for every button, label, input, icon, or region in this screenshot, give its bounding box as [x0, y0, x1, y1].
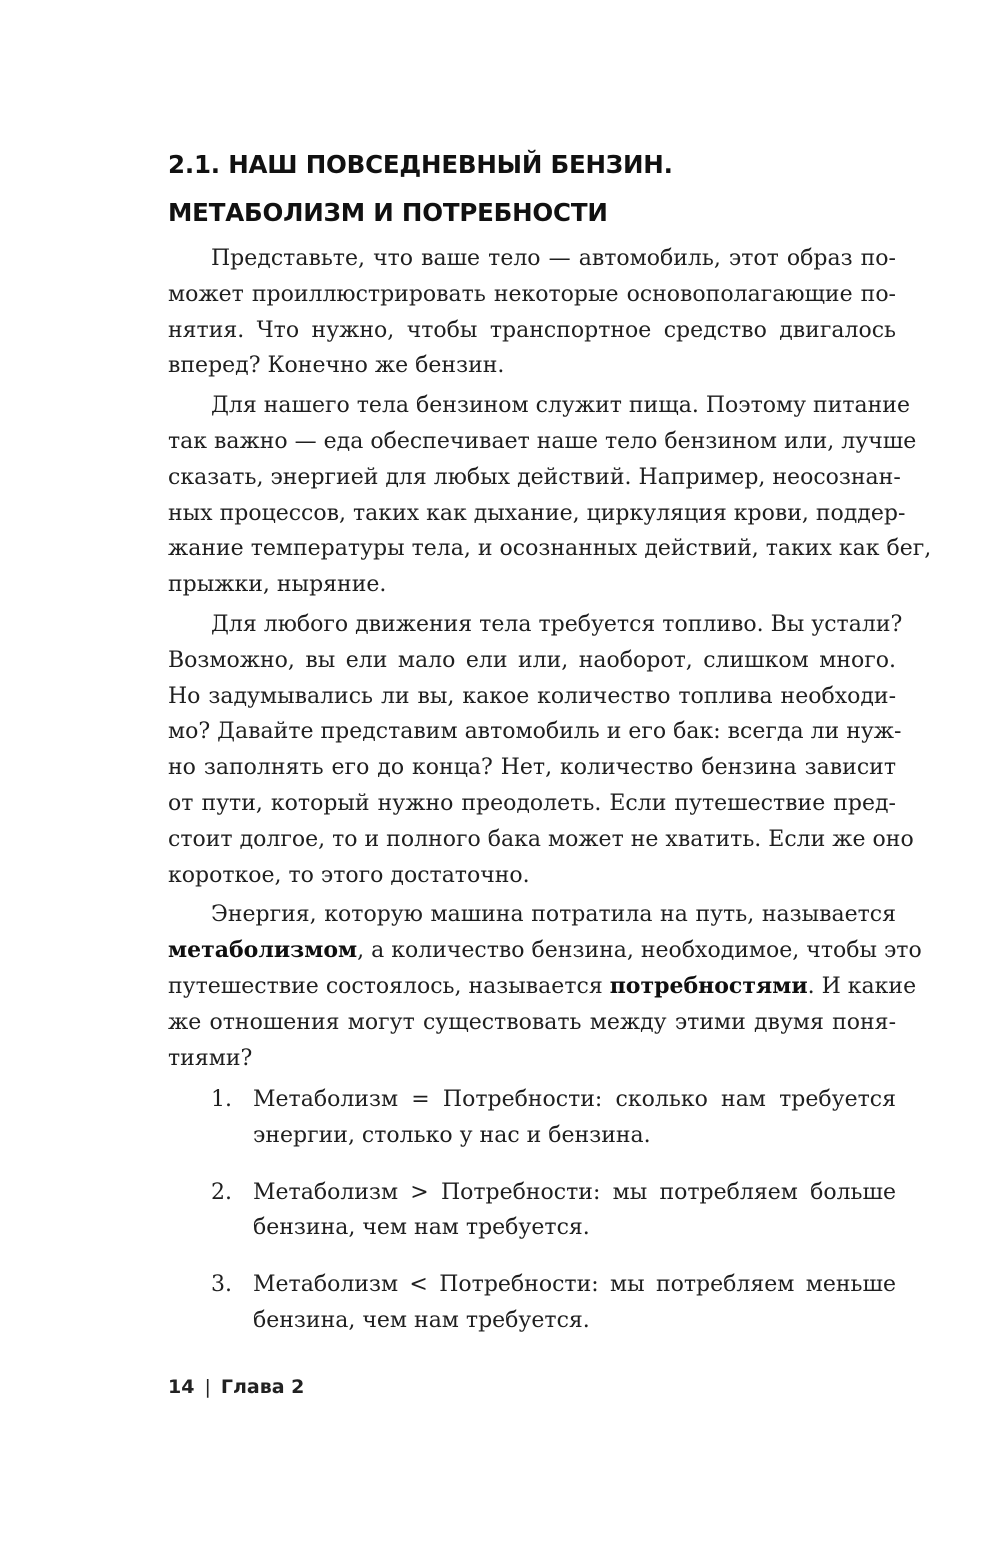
- paragraph-line: Представьте, что ваше тело — автомобиль, этот образ по-: [211, 246, 896, 271]
- paragraph-2: [168, 388, 932, 603]
- page-number: 14: [168, 1376, 195, 1398]
- list-item-line: бензина, чем нам требуется.: [253, 1215, 590, 1241]
- list-item-line: Метаболизм = Потребности: сколько нам требуется: [253, 1087, 896, 1112]
- paragraph-line-text: , а количество бензина, необходимое, чтобы это: [357, 938, 922, 964]
- list-item-number: 2.: [211, 1179, 232, 1205]
- term-metabolism: метаболизмом: [168, 937, 358, 964]
- section-heading-line-2: МЕТАБОЛИЗМ И ПОТРЕБНОСТИ: [168, 198, 608, 227]
- paragraph-line: короткое, то этого достаточно.: [168, 862, 530, 888]
- list-item-number: 3.: [211, 1272, 232, 1298]
- paragraph-line: прыжки, ныряние.: [168, 572, 387, 598]
- list-item-line: Метаболизм > Потребности: мы потребляем больше: [253, 1179, 896, 1205]
- paragraph-line: от пути, который нужно преодолеть. Если путешествие пред-: [168, 790, 896, 816]
- list-item: [168, 1267, 896, 1339]
- footer-separator: |: [204, 1376, 211, 1398]
- section-heading-line-1: 2.1. НАШ ПОВСЕДНЕВНЫЙ БЕНЗИН.: [168, 150, 673, 179]
- paragraph-line: ных процессов, таких как дыхание, циркуляция крови, поддер-: [168, 500, 906, 526]
- list-item-number: 1.: [211, 1087, 232, 1112]
- paragraph-line: Энергия, которую машина потратила на путь, называется: [211, 902, 896, 928]
- paragraph-1: [168, 241, 896, 384]
- paragraph-line: [168, 969, 917, 1005]
- list-item: [168, 1175, 896, 1247]
- paragraph-line: стоит долгое, то и полного бака может не хватить. Если же оно: [168, 826, 914, 852]
- paragraph-line: тиями?: [168, 1045, 253, 1071]
- list-item: [168, 1082, 896, 1154]
- paragraph-line: Для любого движения тела требуется топливо. Вы устали?: [211, 611, 903, 637]
- paragraph-line: нятия. Что нужно, чтобы транспортное средство двигалось: [168, 317, 896, 343]
- page-footer: [168, 1373, 304, 1401]
- paragraph-line: [168, 933, 922, 969]
- paragraph-line-text: путешествие состоялось, называется: [168, 973, 610, 999]
- paragraph-line: сказать, энергией для любых действий. Например, неосознан-: [168, 464, 901, 490]
- numbered-list: [168, 1082, 896, 1360]
- paragraph-3: [168, 607, 914, 893]
- body-text: [168, 241, 932, 1080]
- chapter-label: Глава 2: [220, 1376, 305, 1398]
- paragraph-line: Для нашего тела бензином служит пища. Поэтому питание: [211, 393, 910, 419]
- paragraph-line: так важно — еда обеспечивает наше тело бензином или, лучше: [168, 428, 917, 454]
- list-item-line: Метаболизм < Потребности: мы потребляем меньше: [253, 1272, 896, 1298]
- paragraph-line-text: . И какие: [807, 973, 917, 999]
- paragraph-4: [168, 897, 922, 1076]
- paragraph-line: но заполнять его до конца? Нет, количество бензина зависит: [168, 755, 896, 781]
- list-item-line: энергии, столько у нас и бензина.: [253, 1122, 651, 1148]
- paragraph-line: Возможно, вы ели мало ели или, наоборот, слишком много.: [168, 647, 896, 673]
- list-item-line: бензина, чем нам требуется.: [253, 1307, 590, 1333]
- paragraph-line: может проиллюстрировать некоторые основополагающие по-: [168, 281, 896, 307]
- paragraph-line: Но задумывались ли вы, какое количество топлива необходи-: [168, 683, 896, 709]
- paragraph-line: же отношения могут существовать между этими двумя поня-: [168, 1009, 896, 1035]
- paragraph-line: вперед? Конечно же бензин.: [168, 353, 505, 379]
- term-needs: потребностями: [609, 972, 808, 999]
- paragraph-line: мо? Давайте представим автомобиль и его бак: всегда ли нуж-: [168, 719, 902, 745]
- section-heading: [168, 141, 888, 237]
- paragraph-line: жание температуры тела, и осознанных действий, таких как бег,: [168, 536, 932, 562]
